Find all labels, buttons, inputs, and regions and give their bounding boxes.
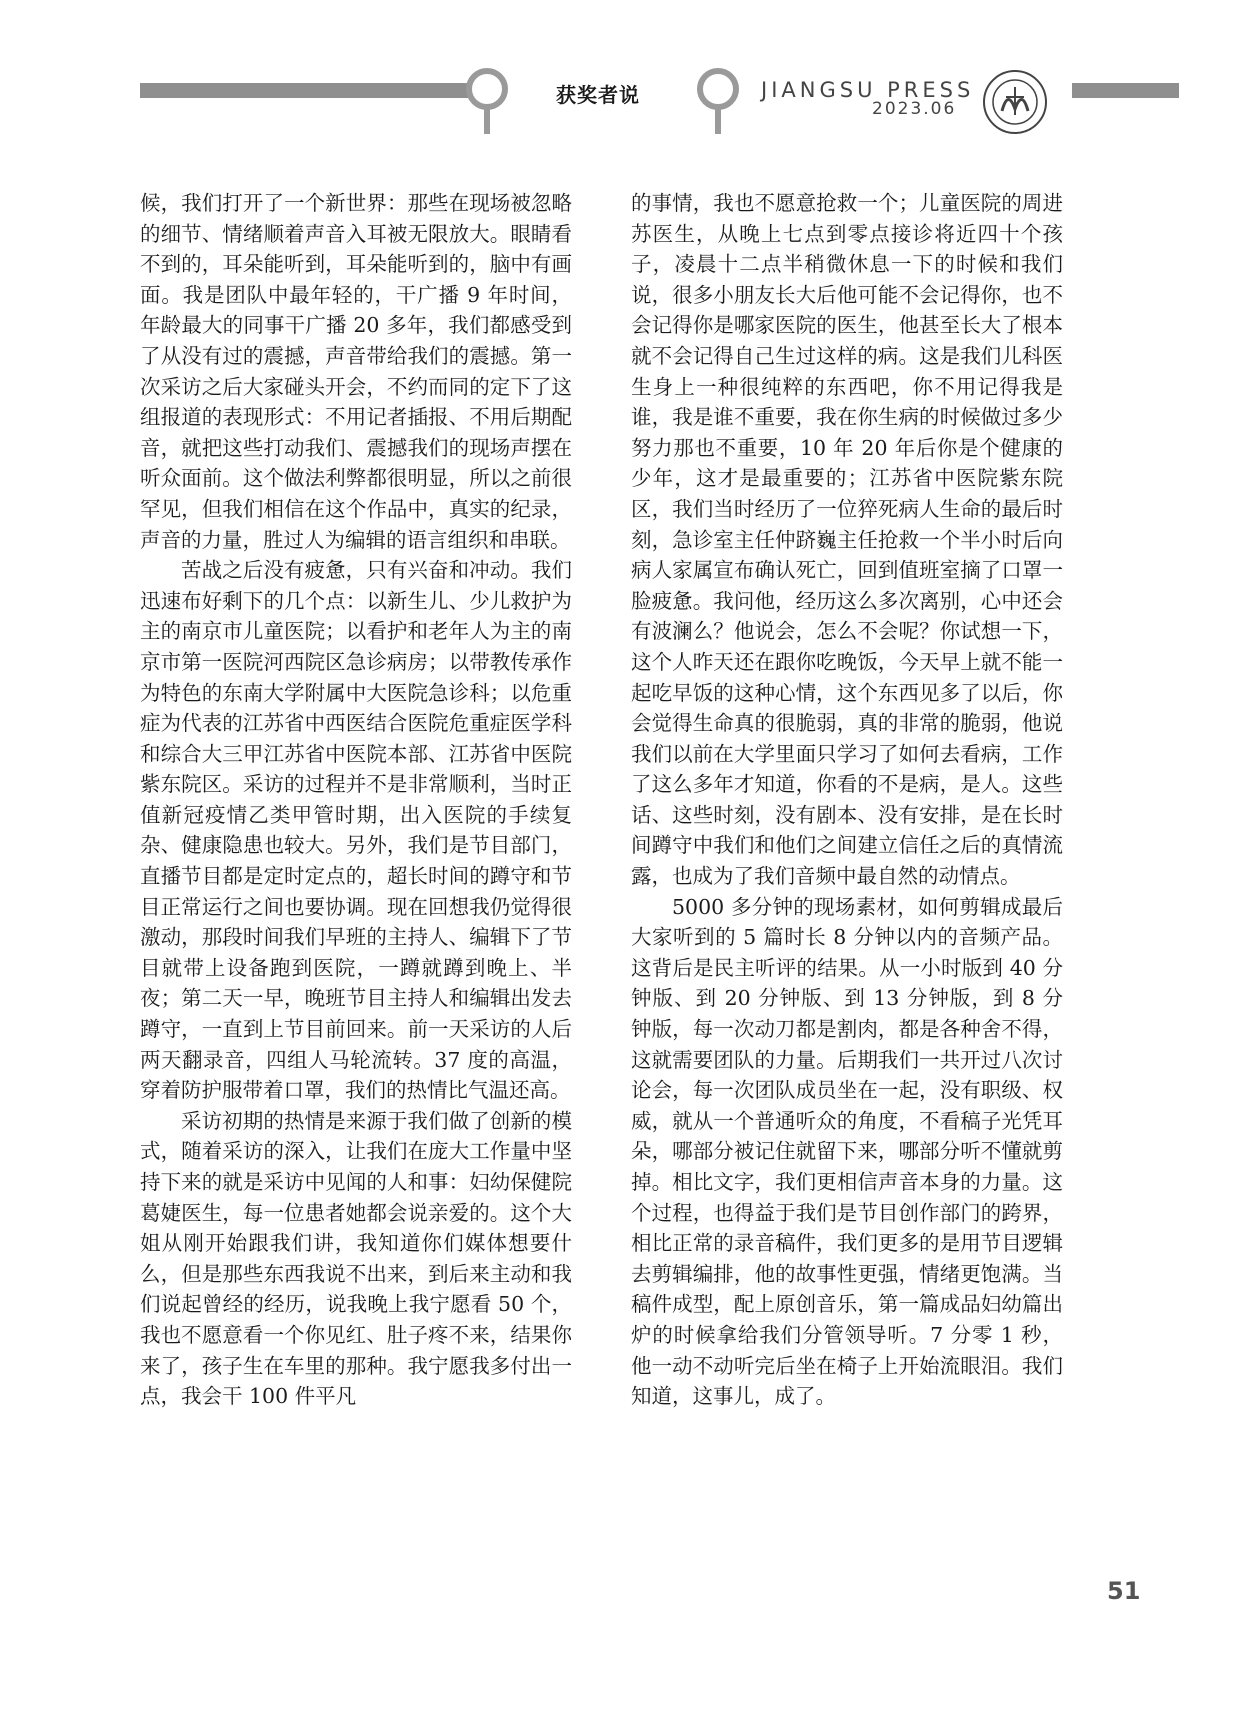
page-number: 51 xyxy=(1107,1577,1141,1605)
paragraph: 候，我们打开了一个新世界：那些在现场被忽略的细节、情绪顺着声音入耳被无限放大。眼睛看不到的，耳朵能听到，耳朵能听到的，脑中有画面。我是团队中最年轻的，干广播 9 年时间，年龄最大的同事干广播 20 多年，我们都感受到了从没有过的震撼，声音带给我们的震撼。第一次采访之后大家碰头开会，不约而同的定下了这组报道的表现形式：不用记者插报、不用后期配音，就把这些打动我们、震撼我们的现场声摆在听众面前。这个做法利弊都很明显，所以之前很罕见，但我们相信在这个作品中，真实的纪录，声音的力量，胜过人为编辑的语言组织和串联。 xyxy=(140,191,572,552)
left-column xyxy=(140,188,572,1412)
paragraph: 采访初期的热情是来源于我们做了创新的模式，随着采访的深入，让我们在庞大工作量中坚持下来的就是采访中见闻的人和事：妇幼保健院葛婕医生，每一位患者她都会说亲爱的。这个大姐从刚开始跟我们讲，我知道你们媒体想要什么，但是那些东西我说不出来，到后来主动和我们说起曾经的经历，说我晚上我宁愿看 50 个，我也不愿意看一个你见红、肚子疼不来，结果你来了，孩子生在车里的那种。我宁愿我多付出一点，我会干 100 件平凡 xyxy=(140,1108,572,1409)
right-column xyxy=(631,188,1063,1412)
paragraph: 的事情，我也不愿意抢救一个；儿童医院的周进苏医生，从晚上七点到零点接诊将近四十个孩子，凌晨十二点半稍微休息一下的时候和我们说，很多小朋友长大后他可能不会记得你，也不会记得你是哪家医院的医生，他甚至长大了根本就不会记得自己生过这样的病。这是我们儿科医生身上一种很纯粹的东西吧，你不用记得我是谁，我是谁不重要，我在你生病的时候做过多少努力那也不重要，10 年 20 年后你是个健康的少年，这才是最重要的；江苏省中医院紫东院区，我们当时经历了一位猝死病人生命的最后时刻，急诊室主任仲跻巍主任抢救一个半小时后向病人家属宣布确认死亡，回到值班室摘了口罩一脸疲惫。我问他，经历这么多次离别，心中还会有波澜么？他说会，怎么不会呢？你试想一下，这个人昨天还在跟你吃晚饭，今天早上就不能一起吃早饭的这种心情，这个东西见多了以后，你会觉得生命真的很脆弱，真的非常的脆弱，他说我们以前在大学里面只学习了如何去看病，工作了这么多年才知道，你看的不是病，是人。这些话、这些时刻，没有剧本、没有安排，是在长时间蹲守中我们和他们之间建立信任之后的真情流露，也成为了我们音频中最自然的动情点。 xyxy=(631,191,1063,889)
header-bar-left xyxy=(140,83,486,98)
paragraph: 苦战之后没有疲惫，只有兴奋和冲动。我们迅速布好剩下的几个点：以新生儿、少儿救护为主的南京市儿童医院；以看护和老年人为主的南京市第一医院河西院区急诊病房；以带教传承作为特色的东南大学附属中大医院急诊科；以危重症为代表的江苏省中西医结合医院危重症医学科和综合大三甲江苏省中医院本部、江苏省中医院紫东院区。采访的过程并不是非常顺利，当时正值新冠疫情乙类甲管时期，出入医院的手续复杂、健康隐患也较大。另外，我们是节目部门，直播节目都是定时定点的，超长时间的蹲守和节目正常运行之间也要协调。现在回想我仍觉得很激动，那段时间我们早班的主持人、编辑下了节目就带上设备跑到医院，一蹲就蹲到晚上、半夜；第二天一早，晚班节目主持人和编辑出发去蹲守，一直到上节目前回来。前一天采访的人后两天翻录音，四组人马轮流转。37 度的高温，穿着防护服带着口罩，我们的热情比气温还高。 xyxy=(140,558,572,1103)
section-title: 获奖者说 xyxy=(556,83,640,107)
header-bar-right xyxy=(1072,83,1179,98)
association-seal-logo xyxy=(982,69,1048,135)
paragraph: 5000 多分钟的现场素材，如何剪辑成最后大家听到的 5 篇时长 8 分钟以内的音频产品。这背后是民主听评的结果。从一小时版到 40 分钟版、到 20 分钟版、到 13 分钟版，到 8 分钟版，每一次动刀都是割肉，都是各种舍不得，这就需要团队的力量。后期我们一共开过八次讨论会，每一次团队成员坐在一起，没有职级、权威，就从一个普通听众的角度，不看稿子光凭耳朵，哪部分被记住就留下来，哪部分听不懂就剪掉。相比文字，我们更相信声音本身的力量。这个过程，也得益于我们是节目创作部门的跨界，相比正常的录音稿件，我们更多的是用节目逻辑去剪辑编排，他的故事性更强，情绪更饱满。当稿件成型，配上原创音乐，第一篇成品妇幼篇出炉的时候拿给我们分管领导听。7 分零 1 秒，他一动不动听完后坐在椅子上开始流眼泪。我们知道，这事儿，成了。 xyxy=(631,894,1063,1409)
issue-date: 2023.06 xyxy=(872,99,957,119)
press-name: JIANGSU PRESS xyxy=(761,78,975,102)
location-pin-icon xyxy=(466,68,508,110)
location-pin-icon xyxy=(697,68,739,110)
